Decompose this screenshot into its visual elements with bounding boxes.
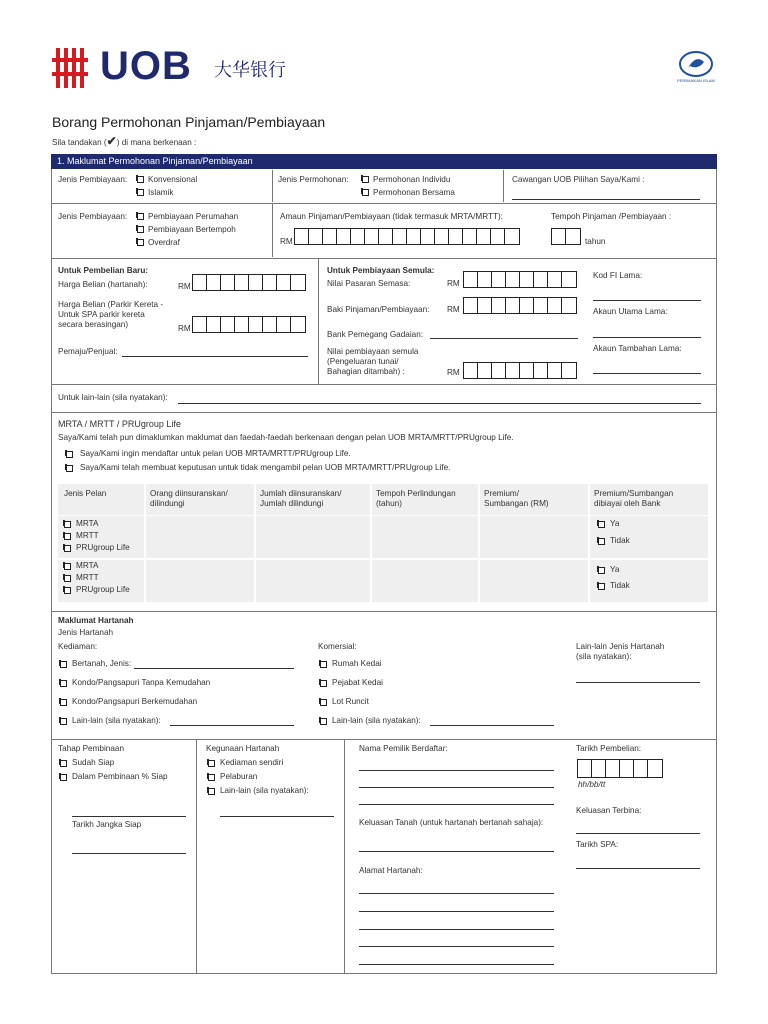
nilai-semula-label-2: (Pengeluaran tunai/	[327, 357, 399, 366]
kod-fi-input-line[interactable]	[593, 300, 701, 301]
overdraf-checkbox[interactable]	[137, 239, 144, 246]
lain-jenis-label-2: (sila nyatakan):	[576, 652, 632, 661]
date-format-hint: hh/bb/tt	[578, 780, 606, 789]
harga-belian-label: Harga Belian (hartanah):	[58, 280, 148, 289]
rumah-kedai-checkbox[interactable]	[320, 661, 327, 668]
akaun-utama-label: Akaun Utama Lama:	[593, 307, 668, 316]
jenis-hartanah-label: Jenis Hartanah	[58, 628, 114, 637]
lain-lain-label: Untuk lain-lain (sila nyatakan):	[58, 393, 168, 402]
row1-ya-checkbox[interactable]	[598, 521, 605, 528]
keluasan-terbina-label: Keluasan Terbina:	[576, 806, 642, 815]
kondo-ber-label: Kondo/Pangsapuri Berkemudahan	[72, 697, 198, 706]
keluasan-tanah-input-line[interactable]	[359, 851, 554, 852]
lain-kediaman-input-line[interactable]	[170, 725, 294, 726]
kegunaan-label: Kegunaan Hartanah	[206, 744, 280, 753]
row1-tidak-checkbox[interactable]	[598, 538, 605, 545]
row1-mrtt-label: MRTT	[76, 531, 99, 540]
islamik-label: Islamik	[148, 188, 174, 197]
instruction-suffix: ) di mana berkenaan :	[116, 138, 197, 147]
row2-pru-checkbox[interactable]	[64, 587, 71, 594]
cawangan-label: Cawangan UOB Pilihan Saya/Kami :	[512, 175, 645, 184]
amaun-rm: RM	[280, 237, 293, 246]
bertanah-input-line[interactable]	[134, 668, 294, 669]
overdraf-label: Overdraf	[148, 238, 180, 247]
mrta-daftar-checkbox[interactable]	[66, 451, 73, 458]
kondo-tanpa-checkbox[interactable]	[60, 680, 67, 687]
nilai-pasaran-rm: RM	[447, 279, 460, 288]
row2-tidak-checkbox[interactable]	[598, 583, 605, 590]
row2-pru-label: PRUgroup Life	[76, 585, 130, 594]
pembiayaan-semula-heading: Untuk Pembiayaan Semula:	[327, 266, 435, 275]
jenis-pembiayaan-2-label: Jenis Pembiayaan:	[58, 212, 128, 221]
brand-chinese: 大华银行	[214, 60, 286, 81]
row1-ya-label: Ya	[610, 519, 620, 528]
tarikh-jangka-input-line[interactable]	[72, 853, 186, 854]
row2-tidak-label: Tidak	[610, 581, 630, 590]
bersama-label: Permohonan Bersama	[373, 188, 455, 197]
kod-fi-label: Kod FI Lama:	[593, 271, 643, 280]
nilai-pasaran-boxes[interactable]	[463, 271, 577, 288]
nama-pemilik-line-1[interactable]	[359, 770, 554, 771]
mrta-tidak-label: Saya/Kami telah membuat keputusan untuk tidak mengambil pelan UOB MRTA/MRTT/PRUgroup Life.	[80, 463, 451, 472]
lain-komersial-checkbox[interactable]	[320, 718, 327, 725]
col-jumlah-2: Jumlah dilindungi	[260, 499, 324, 508]
row2-mrtt-checkbox[interactable]	[64, 575, 71, 582]
kondo-ber-checkbox[interactable]	[60, 699, 67, 706]
mrta-daftar-label: Saya/Kami ingin mendaftar untuk pelan UOB MRTA/MRTT/PRUgroup Life.	[80, 449, 351, 458]
keluasan-tanah-label: Keluasan Tanah (untuk hartanah bertanah sahaja):	[359, 818, 544, 827]
alamat-line-3[interactable]	[359, 929, 554, 930]
row2-ya-checkbox[interactable]	[598, 567, 605, 574]
bertempoh-label: Pembiayaan Bertempoh	[148, 225, 236, 234]
nilai-semula-label-1: Nilai pembiayaan semula	[327, 347, 419, 356]
perumahan-label: Pembiayaan Perumahan	[148, 212, 239, 221]
mrta-heading: MRTA / MRTT / PRUgroup Life	[58, 419, 181, 429]
lain-kegunaan-input-line[interactable]	[220, 816, 334, 817]
peratus-siap-input-line[interactable]	[72, 816, 186, 817]
row2-mrta-label: MRTA	[76, 561, 99, 570]
lain-komersial-input-line[interactable]	[430, 725, 554, 726]
akaun-tambahan-input-line[interactable]	[593, 373, 701, 374]
col-orang-2: dilindungi	[150, 499, 185, 508]
harga-kereta-label-2: Untuk SPA parkir kereta	[58, 310, 145, 319]
konvensional-checkbox[interactable]	[137, 176, 144, 183]
nilai-semula-boxes[interactable]	[463, 362, 577, 379]
instruction-prefix: Sila tandakan (	[52, 138, 107, 147]
col-dibiayai-1: Premium/Sumbangan	[594, 489, 674, 498]
akaun-utama-input-line[interactable]	[593, 337, 701, 338]
kediaman-label: Kediaman:	[58, 642, 98, 651]
col-jenis-pelan: Jenis Pelan	[64, 489, 107, 498]
uob-mark-icon	[52, 46, 92, 90]
tick-icon: ✔	[106, 134, 117, 148]
individu-label: Permohonan Individu	[373, 175, 451, 184]
tempoh-label: Tempoh Pinjaman /Pembiayaan :	[551, 212, 672, 221]
bertempoh-checkbox[interactable]	[137, 226, 144, 233]
kondo-tanpa-label: Kondo/Pangsapuri Tanpa Kemudahan	[72, 678, 211, 687]
nama-pemilik-line-2[interactable]	[359, 787, 554, 788]
tarikh-pembelian-boxes[interactable]	[577, 759, 663, 778]
pejabat-kedai-checkbox[interactable]	[320, 680, 327, 687]
lain-kediaman-checkbox[interactable]	[60, 718, 67, 725]
baki-rm: RM	[447, 305, 460, 314]
nilai-pasaran-label: Nilai Pasaran Semasa:	[327, 279, 411, 288]
harga-kereta-rm: RM	[178, 324, 191, 333]
harga-belian-rm: RM	[178, 282, 191, 291]
lain-lain-input-line[interactable]	[178, 403, 701, 404]
mrta-tidak-checkbox[interactable]	[66, 465, 73, 472]
lain-kediaman-label: Lain-lain (sila nyatakan):	[72, 716, 161, 725]
alamat-line-4[interactable]	[359, 946, 554, 947]
pejabat-kedai-label: Pejabat Kedai	[332, 678, 383, 687]
jenis-pembiayaan-label: Jenis Pembiayaan:	[58, 175, 128, 184]
nama-pemilik-line-3[interactable]	[359, 804, 554, 805]
lot-runcit-checkbox[interactable]	[320, 699, 327, 706]
col-dibiayai-2: dibiayai oleh Bank	[594, 499, 661, 508]
pelaburan-checkbox[interactable]	[208, 774, 215, 781]
alamat-label: Alamat Hartanah:	[359, 866, 423, 875]
row1-mrta-label: MRTA	[76, 519, 99, 528]
sudah-siap-label: Sudah Siap	[72, 758, 115, 767]
dalam-pembinaan-label: Dalam Pembinaan % Siap	[72, 772, 168, 781]
row2-mrtt-label: MRTT	[76, 573, 99, 582]
bertanah-label: Bertanah, Jenis:	[72, 659, 132, 668]
islamik-checkbox[interactable]	[137, 189, 144, 196]
row1-pru-label: PRUgroup Life	[76, 543, 130, 552]
keluasan-terbina-input-line[interactable]	[576, 833, 700, 834]
tahun-label: tahun	[585, 237, 606, 246]
uob-logo	[52, 46, 292, 90]
individu-checkbox[interactable]	[362, 176, 369, 183]
hartanah-heading: Maklumat Hartanah	[58, 616, 134, 625]
row1-mrtt-checkbox[interactable]	[64, 533, 71, 540]
pemaju-input-line[interactable]	[122, 356, 308, 357]
pemaju-label: Pemaju/Penjual:	[58, 347, 118, 356]
cawangan-input-line[interactable]	[512, 199, 700, 200]
amaun-label: Amaun Pinjaman/Pembiayaan (tidak termasuk MRTA/MRTT):	[280, 212, 503, 221]
col-premium-1: Premium/	[484, 489, 520, 498]
sudah-siap-checkbox[interactable]	[60, 760, 67, 767]
row2-mrta-checkbox[interactable]	[64, 563, 71, 570]
alamat-line-1[interactable]	[359, 893, 554, 894]
rumah-kedai-label: Rumah Kedai	[332, 659, 382, 668]
section1-title: 1. Maklumat Permohonan Pinjaman/Pembiayaan	[57, 156, 253, 166]
lot-runcit-label: Lot Runcit	[332, 697, 369, 706]
lain-komersial-label: Lain-lain (sila nyatakan):	[332, 716, 421, 725]
section1-header	[51, 154, 717, 169]
tarikh-spa-input-line[interactable]	[576, 868, 700, 869]
bersama-checkbox[interactable]	[362, 189, 369, 196]
tarikh-jangka-label: Tarikh Jangka Siap	[72, 820, 142, 829]
islamic-logo-text: PERBANKAN ISLAM	[677, 78, 715, 83]
pembelian-baru-heading: Untuk Pembelian Baru:	[58, 266, 149, 275]
harga-kereta-label-1: Harga Belian (Parkir Kereta -	[58, 300, 164, 309]
islamic-banking-icon	[676, 50, 716, 78]
dalam-pembinaan-checkbox[interactable]	[60, 774, 67, 781]
harga-kereta-label-3: secara berasingan)	[58, 320, 129, 329]
konvensional-label: Konvensional	[148, 175, 198, 184]
kediaman-sendiri-checkbox[interactable]	[208, 760, 215, 767]
tahap-label: Tahap Pembinaan	[58, 744, 125, 753]
baki-label: Baki Pinjaman/Pembiayaan:	[327, 305, 430, 314]
lain-jenis-label-1: Lain-lain Jenis Hartanah	[576, 642, 665, 651]
lain-jenis-input-line[interactable]	[576, 682, 700, 683]
perumahan-checkbox[interactable]	[137, 213, 144, 220]
baki-boxes[interactable]	[463, 297, 577, 314]
akaun-tambahan-label: Akaun Tambahan Lama:	[593, 344, 682, 353]
harga-belian-boxes[interactable]	[192, 274, 306, 291]
tarikh-pembelian-label: Tarikh Pembelian:	[576, 744, 642, 753]
nama-pemilik-label: Nama Pemilik Berdaftar:	[359, 744, 448, 753]
form-title: Borang Permohonan Pinjaman/Pembiayaan	[52, 114, 326, 130]
row1-tidak-label: Tidak	[610, 536, 630, 545]
komersial-label: Komersial:	[318, 642, 357, 651]
tempoh-input-boxes[interactable]	[551, 228, 581, 245]
row2-ya-label: Ya	[610, 565, 620, 574]
tarikh-spa-label: Tarikh SPA:	[576, 840, 619, 849]
brand-name: UOB	[100, 44, 192, 88]
bank-pemegang-label: Bank Pemegang Gadaian:	[327, 330, 424, 339]
lain-kegunaan-label: Lain-lain (sila nyatakan):	[220, 786, 309, 795]
nilai-semula-rm: RM	[447, 368, 460, 377]
kediaman-sendiri-label: Kediaman sendiri	[220, 758, 284, 767]
amaun-input-boxes[interactable]	[294, 228, 520, 245]
row1-pru-checkbox[interactable]	[64, 545, 71, 552]
alamat-line-2[interactable]	[359, 911, 554, 912]
col-tempoh-2: (tahun)	[376, 499, 402, 508]
nilai-semula-label-3: Bahagian ditambah) :	[327, 367, 405, 376]
bank-pemegang-input-line[interactable]	[430, 338, 578, 339]
jenis-permohonan-label: Jenis Permohonan:	[278, 175, 349, 184]
lain-kegunaan-checkbox[interactable]	[208, 788, 215, 795]
bertanah-checkbox[interactable]	[60, 661, 67, 668]
instruction-text	[52, 136, 196, 148]
pelaburan-label: Pelaburan	[220, 772, 258, 781]
col-jumlah-1: Jumlah diinsuranskan/	[260, 489, 342, 498]
row1-mrta-checkbox[interactable]	[64, 521, 71, 528]
harga-kereta-boxes[interactable]	[192, 316, 306, 333]
col-orang-1: Orang diinsuranskan/	[150, 489, 228, 498]
alamat-line-5[interactable]	[359, 964, 554, 965]
col-premium-2: Sumbangan (RM)	[484, 499, 549, 508]
mrta-intro: Saya/Kami telah pun dimaklumkan maklumat dan faedah-faedah berkenaan dengan pelan UOB MRTA/MRTT/PRUgroup Life.	[58, 433, 514, 442]
perbankan-islam-logo	[676, 50, 716, 88]
col-tempoh-1: Tempoh Perlindungan	[376, 489, 456, 498]
